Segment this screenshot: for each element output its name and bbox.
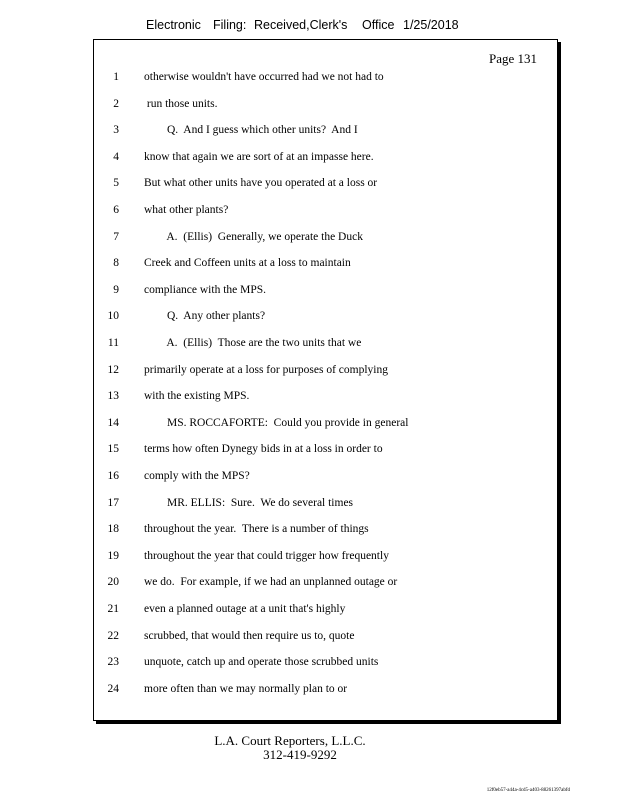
line-number: 13 xyxy=(107,390,119,403)
line-number: 5 xyxy=(113,177,119,190)
transcript-line xyxy=(94,603,557,623)
transcript-line xyxy=(94,523,557,543)
line-number: 22 xyxy=(107,629,119,642)
line-number: 9 xyxy=(113,283,119,296)
transcript-line xyxy=(94,656,557,676)
line-number: 21 xyxy=(107,603,119,615)
transcript-line xyxy=(94,550,557,570)
line-number: 2 xyxy=(113,97,119,110)
line-number: 11 xyxy=(107,337,119,349)
line-text: Q. And I guess which other units? And I xyxy=(144,124,358,137)
line-number: 23 xyxy=(107,656,119,669)
transcript-line xyxy=(94,443,557,463)
transcript-line xyxy=(94,98,557,118)
line-text: we do. For example, if we had an unplanned outage or xyxy=(144,576,398,589)
line-text: A. (Ellis) Generally, we operate the Duck xyxy=(144,230,363,243)
transcript-line xyxy=(94,497,557,517)
line-number: 8 xyxy=(113,257,119,270)
document-id: 12f0eb57-a44a-4cd5-a403-88261397abfd xyxy=(486,788,570,793)
transcript-line xyxy=(94,151,557,171)
transcript-line xyxy=(94,177,557,197)
line-text: even a planned outage at a unit that's highly xyxy=(144,603,346,615)
line-text: with the existing MPS. xyxy=(144,390,250,403)
line-number: 10 xyxy=(107,310,119,323)
line-number: 7 xyxy=(113,230,119,243)
line-text: Q. Any other plants? xyxy=(144,310,266,323)
line-text: know that again we are sort of at an impasse here. xyxy=(144,150,374,163)
line-text: unquote, catch up and operate those scrubbed units xyxy=(144,656,379,669)
transcript-line xyxy=(94,204,557,224)
line-text: But what other units have you operated at a loss or xyxy=(144,177,378,190)
transcript-line xyxy=(94,310,557,330)
transcript-line xyxy=(94,576,557,596)
transcript-line xyxy=(94,257,557,277)
line-text: more often than we may normally plan to or xyxy=(144,682,348,695)
court-reporter-name: L.A. Court Reporters, L.L.C. xyxy=(214,733,366,748)
filing-stamp-word: Electronic xyxy=(146,18,201,32)
transcript-line xyxy=(94,71,557,91)
line-number: 1 xyxy=(113,71,119,83)
page-number: Page 131 xyxy=(488,51,537,66)
transcript-line xyxy=(94,390,557,410)
line-number: 14 xyxy=(107,416,119,429)
line-text: what other plants? xyxy=(144,204,229,216)
line-number: 17 xyxy=(107,496,119,509)
transcript-page xyxy=(93,39,558,721)
line-text: otherwise wouldn't have occurred had we not had to xyxy=(144,71,384,83)
transcript-line xyxy=(94,417,557,437)
line-text: Creek and Coffeen units at a loss to maintain xyxy=(144,257,351,270)
filing-stamp-word: Filing: xyxy=(213,18,247,32)
transcript-line xyxy=(94,124,557,144)
court-reporter-phone: 312-419-9292 xyxy=(263,747,337,762)
transcript-line xyxy=(94,337,557,357)
line-text: throughout the year that could trigger how frequently xyxy=(144,549,389,562)
transcript-line xyxy=(94,284,557,304)
line-text: run those units. xyxy=(144,97,218,110)
line-number: 12 xyxy=(107,363,119,376)
line-text: throughout the year. There is a number of things xyxy=(144,523,369,536)
line-number: 4 xyxy=(113,150,119,163)
line-text: terms how often Dynegy bids in at a loss in order to xyxy=(144,443,383,456)
transcript-line xyxy=(94,683,557,703)
line-text: comply with the MPS? xyxy=(144,470,250,482)
line-number: 19 xyxy=(107,549,119,562)
line-number: 24 xyxy=(107,682,119,695)
line-number: 16 xyxy=(107,470,119,482)
line-text: MS. ROCCAFORTE: Could you provide in general xyxy=(144,416,409,429)
transcript-line xyxy=(94,364,557,384)
line-number: 3 xyxy=(113,124,119,137)
line-number: 20 xyxy=(107,576,119,589)
transcript-line xyxy=(94,470,557,490)
line-text: scrubbed, that would then require us to, quote xyxy=(144,629,355,642)
line-number: 6 xyxy=(113,204,119,216)
filing-stamp-date: 1/25/2018 xyxy=(403,18,459,32)
line-number: 18 xyxy=(107,523,119,536)
line-text: compliance with the MPS. xyxy=(144,283,267,296)
line-text: MR. ELLIS: Sure. We do several times xyxy=(144,496,354,509)
line-text: primarily operate at a loss for purposes of complying xyxy=(144,363,388,376)
filing-stamp-word: Office xyxy=(362,18,395,32)
filing-stamp-word: Received,Clerk's xyxy=(254,18,348,32)
transcript-line xyxy=(94,231,557,251)
transcript-line xyxy=(94,630,557,650)
line-text: A. (Ellis) Those are the two units that we xyxy=(144,337,362,349)
line-number: 15 xyxy=(107,443,119,456)
